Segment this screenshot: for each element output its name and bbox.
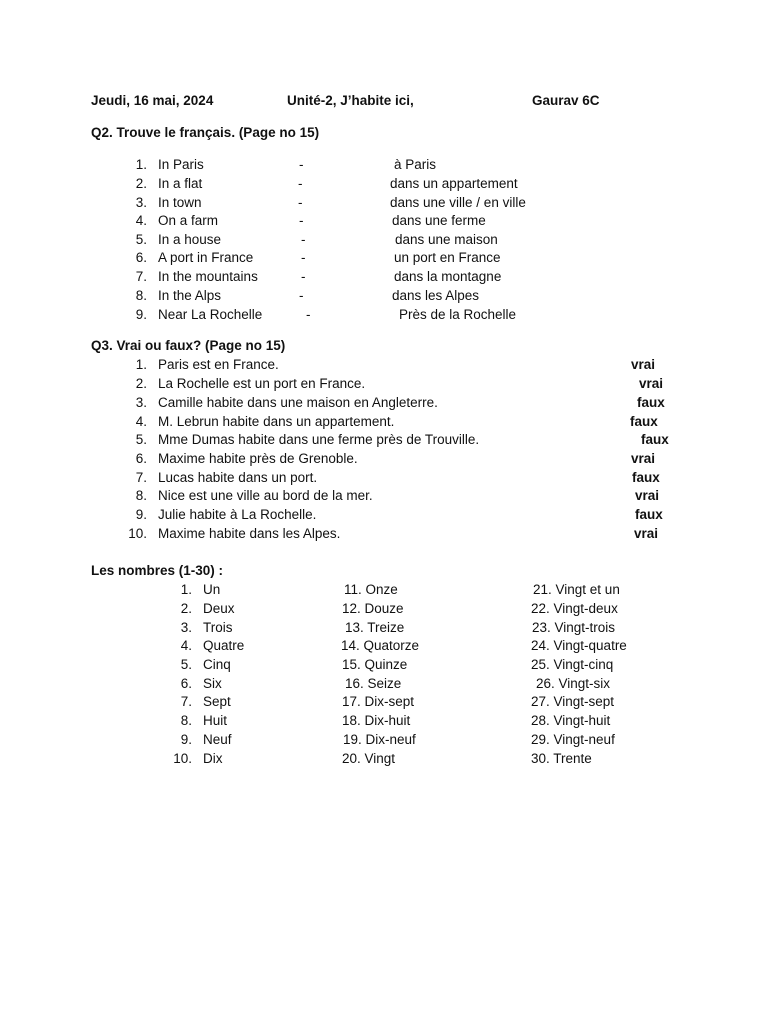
q3-item-answer: vrai [631,451,656,466]
q2-item-french: Près de la Rochelle [399,307,517,322]
q2-item-english: A port in France [158,250,254,265]
q2-item-dash: - [301,232,306,247]
header-date: Jeudi, 16 mai, 2024 [91,93,214,108]
number-col2-item: 20. Vingt [342,751,396,766]
q2-title: Q2. Trouve le français. (Page no 15) [91,125,320,140]
q3-item-statement: Maxime habite dans les Alpes. [158,526,341,541]
q3-item-number: 3. [135,395,147,410]
q2-item-english: In a house [158,232,222,247]
number-col1-word: Cinq [203,657,231,672]
q2-item-dash: - [298,176,303,191]
number-col2-item: 12. Douze [342,601,404,616]
q3-item-number: 8. [135,488,147,503]
number-col1-word: Huit [203,713,228,728]
q2-item-number: 5. [135,232,147,247]
q2-item-dash: - [299,288,304,303]
number-col2-item: 17. Dix-sept [342,694,415,709]
q2-item-english: In town [158,195,202,210]
q3-item-number: 7. [135,470,147,485]
q3-title: Q3. Vrai ou faux? (Page no 15) [91,338,286,353]
q2-item-number: 9. [135,307,147,322]
numbers-title: Les nombres (1-30) : [91,563,224,578]
q2-item-number: 1. [135,157,147,172]
number-col3-item: 21. Vingt et un [533,582,620,597]
q3-item-statement: Mme Dumas habite dans une ferme près de Trouville. [158,432,480,447]
number-col3-item: 30. Trente [531,751,592,766]
q3-item-answer: faux [632,470,660,485]
q3-item-answer: faux [641,432,669,447]
number-col1-word: Trois [203,620,233,635]
q2-item-number: 7. [135,269,147,284]
number-col3-item: 22. Vingt-deux [531,601,618,616]
q3-item-number: 6. [135,451,147,466]
q3-item-statement: Lucas habite dans un port. [158,470,318,485]
q2-item-french: un port en France [394,250,501,265]
q3-item-statement: Maxime habite près de Grenoble. [158,451,358,466]
q3-item-statement: Paris est en France. [158,357,279,372]
q3-item-answer: vrai [631,357,656,372]
q3-item-number: 5. [135,432,147,447]
q3-item-statement: Nice est une ville au bord de la mer. [158,488,373,503]
q3-item-number: 2. [135,376,147,391]
number-col1-index: 5. [180,657,192,672]
number-col1-word: Deux [203,601,235,616]
number-col2-item: 19. Dix-neuf [343,732,416,747]
q3-item-answer: faux [637,395,665,410]
number-col3-item: 27. Vingt-sept [531,694,615,709]
number-col3-item: 23. Vingt-trois [532,620,616,635]
header-unit: Unité-2, J’habite ici, [287,93,414,108]
number-col3-item: 24. Vingt-quatre [531,638,627,653]
number-col2-item: 15. Quinze [342,657,408,672]
number-col2-item: 16. Seize [345,676,402,691]
q2-item-number: 2. [135,176,147,191]
number-col2-item: 18. Dix-huit [342,713,411,728]
q2-item-english: In the mountains [158,269,258,284]
q2-item-dash: - [301,269,306,284]
number-col3-item: 25. Vingt-cinq [531,657,614,672]
number-col1-index: 1. [180,582,192,597]
q2-item-english: On a farm [158,213,219,228]
q2-item-english: In a flat [158,176,203,191]
header-student: Gaurav 6C [532,93,600,108]
q2-item-english: Near La Rochelle [158,307,263,322]
number-col2-item: 14. Quatorze [341,638,420,653]
q2-item-number: 6. [135,250,147,265]
number-col1-index: 2. [180,601,192,616]
q2-item-english: In Paris [158,157,204,172]
q2-item-french: dans un appartement [390,176,518,191]
q2-item-french: dans une ville / en ville [390,195,526,210]
q2-item-number: 8. [135,288,147,303]
q2-item-french: dans les Alpes [392,288,480,303]
number-col2-item: 13. Treize [345,620,405,635]
q3-item-answer: vrai [639,376,664,391]
q2-item-number: 4. [135,213,147,228]
q3-item-number: 1. [135,357,147,372]
q2-item-dash: - [301,250,306,265]
q2-item-french: dans une maison [395,232,498,247]
number-col3-item: 26. Vingt-six [536,676,611,691]
q2-item-french: dans la montagne [394,269,502,284]
number-col1-word: Neuf [203,732,232,747]
q3-item-statement: La Rochelle est un port en France. [158,376,366,391]
number-col1-index: 3. [180,620,192,635]
number-col1-word: Un [203,582,221,597]
q3-item-statement: M. Lebrun habite dans un appartement. [158,414,395,429]
number-col1-index: 4. [180,638,192,653]
q3-item-answer: faux [630,414,658,429]
number-col2-item: 11. Onze [344,582,398,597]
number-col1-word: Sept [203,694,231,709]
q2-item-dash: - [306,307,311,322]
q3-item-number: 9. [135,507,147,522]
number-col3-item: 29. Vingt-neuf [531,732,615,747]
q2-item-dash: - [298,195,303,210]
number-col1-index: 9. [180,732,192,747]
number-col1-index: 10. [173,751,192,766]
q3-item-answer: vrai [634,526,659,541]
number-col1-index: 7. [180,694,192,709]
q2-item-dash: - [299,157,304,172]
q3-item-number: 10. [128,526,147,541]
q2-item-french: dans une ferme [392,213,486,228]
q2-item-english: In the Alps [158,288,222,303]
number-col3-item: 28. Vingt-huit [531,713,611,728]
q3-item-statement: Julie habite à La Rochelle. [158,507,317,522]
number-col1-index: 6. [180,676,192,691]
q3-item-statement: Camille habite dans une maison en Angleterre. [158,395,438,410]
q3-item-number: 4. [135,414,147,429]
number-col1-index: 8. [180,713,192,728]
number-col1-word: Six [203,676,222,691]
q3-item-answer: faux [635,507,663,522]
q2-item-number: 3. [135,195,147,210]
q2-item-dash: - [299,213,304,228]
number-col1-word: Quatre [203,638,245,653]
number-col1-word: Dix [203,751,223,766]
q3-item-answer: vrai [635,488,660,503]
q2-item-french: à Paris [394,157,437,172]
